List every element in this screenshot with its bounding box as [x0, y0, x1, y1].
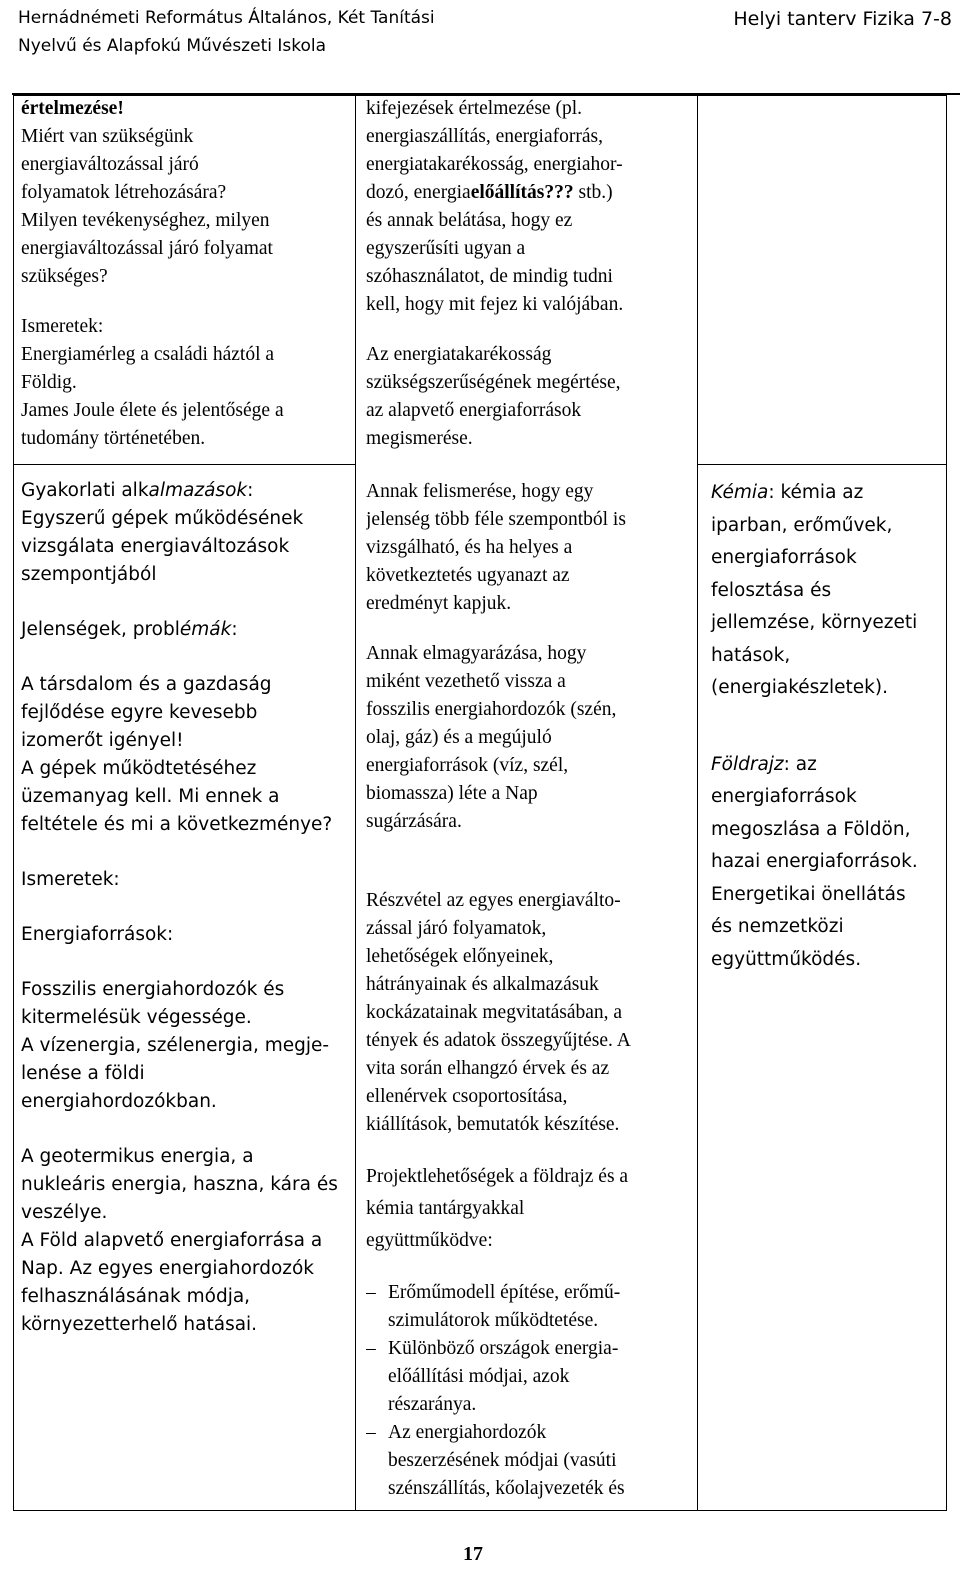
text-line: veszélye.: [21, 1202, 108, 1223]
curriculum-table: [13, 95, 947, 1511]
text-line: Részvétel az egyes energiaválto-: [366, 890, 621, 911]
text-part: : az: [783, 753, 817, 775]
text-line: ellenérvek csoportosítása,: [366, 1086, 568, 1107]
text-line: iparban, erőművek,: [711, 514, 893, 536]
label-part: :: [231, 619, 238, 640]
text-line: – Az energiahordozók: [388, 1422, 547, 1443]
text-line: fosszilis energiahordozók (szén,: [366, 699, 617, 720]
participation-block: [366, 887, 696, 1139]
text-line: hazai energiaforrások.: [711, 851, 918, 872]
text-line: – Különböző országok energia-: [388, 1338, 619, 1359]
text-line: Energiamérleg a családi háztól a: [21, 344, 275, 365]
text-line: [711, 749, 946, 782]
text-line: tények és adatok összegyűjtése. A: [366, 1030, 631, 1051]
text-line: folyamatok létrehozására?: [21, 182, 227, 203]
text-part: dozó, energia: [366, 182, 471, 203]
text-line: biomassza) léte a Nap: [366, 783, 538, 804]
text-line: fejlődése egyre kevesebb: [21, 702, 258, 723]
text-part: előállítás???: [470, 182, 574, 203]
text-line: izomerőt igényel!: [21, 730, 184, 751]
text-line: Nap. Az egyes energiahordozók: [21, 1258, 315, 1279]
text-line: és nemzetközi: [711, 916, 844, 937]
subject-label: Kémia: [711, 482, 769, 503]
text-line: energiaváltozással járó folyamat: [21, 238, 273, 259]
school-name: [18, 4, 435, 60]
label-part: émák: [179, 619, 232, 640]
text-line: A geotermikus energia, a: [21, 1146, 254, 1167]
text-line: tudomány történetében.: [21, 428, 206, 449]
page-number: 17: [463, 1543, 483, 1565]
text-line: olaj, gáz) és a megújuló: [366, 727, 552, 748]
text-line: jellemzése, környezeti: [711, 612, 918, 633]
text-line: zással járó folyamatok,: [366, 918, 547, 939]
text-line: A társdalom és a gazdaság: [21, 674, 272, 695]
recognition-block: [366, 478, 696, 618]
text-line: Projektlehetőségek a földrajz és a: [366, 1166, 629, 1187]
text-line: energiahordozókban.: [21, 1091, 217, 1112]
document-title: Helyi tanterv Fizika 7-8: [733, 8, 952, 30]
text-line: energiaváltozással járó: [21, 154, 199, 175]
text-line: hatások,: [711, 644, 791, 666]
text-line: részaránya.: [388, 1394, 477, 1415]
text-line: felosztása és: [711, 579, 832, 601]
text-part: stb.): [573, 182, 613, 203]
text-line: A vízenergia, szélenergia, megje-: [21, 1035, 330, 1056]
text-line: nukleáris energia, haszna, kára és: [21, 1174, 338, 1195]
text-line: [366, 179, 696, 207]
text-line: energiatakarékosság, energiahor-: [366, 154, 623, 175]
text-line: együttműködés.: [711, 948, 862, 970]
text-line: vizsgálható, és ha helyes a: [366, 537, 573, 558]
text-line: Annak felismerése, hogy egy: [366, 481, 594, 502]
chemistry-block: [711, 477, 946, 705]
text-line: energiaszállítás, energiaforrás,: [366, 126, 603, 147]
phenomena-label: [21, 616, 351, 644]
school-name-line-2: Nyelvű és Alapfokú Művészeti Iskola: [18, 36, 327, 56]
text-line: Miért van szükségünk: [21, 126, 194, 147]
geography-block: [711, 749, 946, 977]
energy-saving-block: [366, 341, 696, 453]
text-line: szükséges?: [21, 266, 108, 287]
project-block: [366, 1161, 696, 1257]
explanation-block: [366, 640, 696, 836]
text-line: együttműködve:: [366, 1230, 493, 1251]
text-line: üzemanyag kell. Mi ennek a: [21, 786, 280, 807]
text-line: sugárzására.: [366, 811, 462, 832]
questions-block: [21, 123, 351, 291]
text-line: kémia tantárgyakkal: [366, 1198, 525, 1219]
col2-cell: [366, 95, 696, 1508]
text-line: – Erőműmodell építése, erőmű-: [388, 1282, 621, 1303]
text-line: energiaforrások: [711, 547, 857, 568]
text-line: energiaforrások: [711, 786, 857, 807]
text-line: A Föld alapvető energiaforrása a: [21, 1230, 323, 1251]
text-line: Fosszilis energiahordozók és: [21, 979, 285, 1000]
text-line: kifejezések értelmezése (pl.: [366, 98, 582, 119]
terms-block: [366, 95, 696, 319]
list-item: [366, 1335, 696, 1419]
column-divider-1: [355, 96, 356, 1510]
text-line: Az energiatakarékosság: [366, 344, 552, 365]
cell-heading: értelmezése!: [21, 98, 124, 119]
text-line: kitermelésük végessége.: [21, 1007, 252, 1028]
col3-bottom-cell: [711, 477, 946, 976]
text-line: James Joule élete és jelentősége a: [21, 400, 284, 421]
text-line: vizsgálata energiaváltozások: [21, 536, 290, 557]
text-line: szimulátorok működtetése.: [388, 1310, 599, 1331]
text-line: kockázatainak megvitatásában, a: [366, 1002, 623, 1023]
col1-bottom-cell: [21, 477, 351, 1339]
text-line: felhasználásának módja,: [21, 1286, 251, 1307]
text-line: megoszlása a Földön,: [711, 818, 911, 840]
project-list: [366, 1279, 696, 1503]
text-line: beszerzésének módjai (vasúti: [388, 1450, 617, 1471]
text-line: A gépek működtetéséhez: [21, 758, 257, 779]
knowledge-label: Ismeretek:: [21, 869, 120, 890]
text-line: kell, hogy mit fejez ki valójában.: [366, 294, 624, 315]
text-line: Egyszerű gépek működésének: [21, 508, 304, 529]
text-line: lenése a földi: [21, 1063, 145, 1084]
text-line: (energiakészletek).: [711, 677, 888, 698]
knowledge-block: [21, 341, 351, 453]
knowledge-label: Ismeretek:: [21, 316, 104, 337]
text-line: az alapvető energiaforrások: [366, 400, 582, 421]
text-line: szükségszerűségének megértése,: [366, 372, 621, 393]
text-line: szempontjából: [21, 564, 157, 585]
text-line: és annak belátása, hogy ez: [366, 210, 573, 231]
text-line: egyszerűsíti ugyan a: [366, 238, 526, 259]
practical-applications-block: [21, 505, 351, 589]
text-line: [711, 477, 946, 510]
list-item: [366, 1279, 696, 1335]
text-line: Milyen tevékenységhez, milyen: [21, 210, 270, 231]
text-line: kiállítások, bemutatók készítése.: [366, 1114, 620, 1135]
column-divider-2: [697, 96, 698, 1510]
school-name-line-1: Hernádnémeti Református Általános, Két Tanítási: [18, 8, 435, 28]
list-item: [366, 1419, 696, 1503]
text-line: lehetőségek előnyeinek,: [366, 946, 554, 967]
text-line: energiaforrások (víz, szél,: [366, 755, 569, 776]
text-line: Annak elmagyarázása, hogy: [366, 643, 587, 664]
label-part: Gyakorlati alk: [21, 480, 149, 501]
text-line: miként vezethető vissza a: [366, 671, 566, 692]
text-line: jelenség több féle szempontból is: [366, 509, 626, 530]
fossil-block: [21, 976, 351, 1116]
label-part: :: [247, 480, 254, 501]
row-divider-col3: [697, 464, 947, 465]
phenomena-block: [21, 671, 351, 839]
text-part: : kémia az: [768, 482, 864, 503]
text-line: Földig.: [21, 372, 77, 393]
text-line: megismerése.: [366, 428, 473, 449]
text-line: Energetikai önellátás: [711, 883, 906, 905]
geothermal-block: [21, 1143, 351, 1339]
practical-applications-label: [21, 477, 351, 505]
text-line: szóhasználatot, de mindig tudni: [366, 266, 613, 287]
text-line: hátrányainak és alkalmazásuk: [366, 974, 599, 995]
label-part: Jelenségek, probl: [21, 619, 180, 640]
text-line: eredményt kapjuk.: [366, 593, 512, 614]
text-line: vita során elhangzó érvek és az: [366, 1058, 610, 1079]
col1-top-cell: [21, 95, 351, 453]
label-part: almazások: [148, 480, 248, 501]
row-divider-col1: [14, 464, 355, 465]
text-line: feltétele és mi a következménye?: [21, 814, 333, 835]
text-line: környezetterhelő hatásai.: [21, 1314, 258, 1335]
text-line: szénszállítás, kőolajvezeték és: [388, 1478, 625, 1499]
text-line: következtetés ugyanazt az: [366, 565, 570, 586]
energy-sources-label: Energiaforrások:: [21, 924, 174, 945]
subject-label: Földrajz: [711, 753, 784, 775]
text-line: előállítási módjai, azok: [388, 1366, 570, 1387]
